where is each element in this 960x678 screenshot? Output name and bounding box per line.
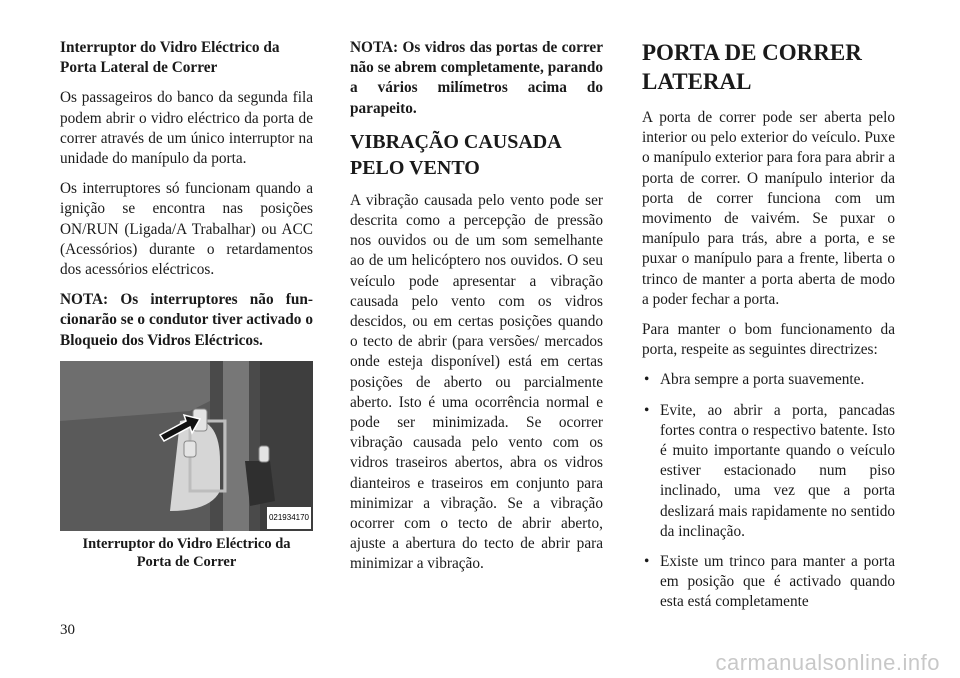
watermark: carmanualsonline.info: [715, 650, 940, 675]
note: NOTA: Os vidros das portas de correr não se abrem completamente, parando a vários milímetros acima do parapeito.: [350, 39, 603, 117]
list-item: • Existe um trinco para manter a porta em posição que é activado quando esta está completamente: [642, 552, 895, 613]
paragraph: Os passageiros do banco da segunda fila podem abrir o vidro eléctrico da porta de correr através de um único interruptor na unidade do manípulo da porta.: [60, 89, 313, 168]
column-left: [60, 38, 313, 571]
caption-line: Porta de Correr: [136, 553, 237, 570]
list-item: • Abra sempre a porta suavemente.: [642, 370, 895, 390]
paragraph: Os interruptores só funcionam quando a ignição se encontra nas posições ON/RUN (Ligada/A Trabalhar) ou ACC (Acessórios) durante o retardamentos dos acessórios eléctricos.: [60, 180, 313, 279]
switch-figure: [60, 361, 313, 531]
figure-code: 021934170: [267, 507, 311, 529]
paragraph: A vibração causada pelo vento pode ser descrita como a percepção de pressão nos ouvidos ou de um som semelhante ao de um helicóptero nos ouvidos. O seu veículo pode apresentar a vibração causada pelo vento com os vidros descidos, ou em certas posições quando o tecto de abrir (para versões/ mercados onde esteja disponível) está em certas posições de aberto ou parcialmente aberto. Isto é uma ocorrência normal e pode ser minimizada. Se ocorrer vibração causada pelo vento com os vidros traseiros abertos, abra os vidros dianteiros e traseiros em conjunto para minimizar a vibração. Se a vibração ocorrer com o tecto de abrir aberto, ajuste a abertura do tecto de abrir para minimizar a vibração.: [350, 191, 603, 573]
bullet-list: [642, 370, 895, 612]
page-number: 30: [60, 622, 75, 638]
caption-line: Interruptor do Vidro Eléctrico da: [82, 535, 291, 552]
column-middle: [350, 38, 603, 585]
note: NOTA: Os interruptores não funcionarão se o condutor tiver activado o Bloqueio dos Vidros Eléctricos.: [60, 291, 313, 349]
figure-caption: [60, 535, 313, 571]
section-heading: PORTA DE CORRER LATERAL: [642, 40, 862, 94]
section-heading: VIBRAÇÃO CAUSADA PELO VENTO: [350, 130, 561, 179]
door-switch-illustration: [60, 361, 313, 531]
list-item: • Evite, ao abrir a porta, pancadas fortes contra o respectivo batente. Isto é muito importante quando o veículo estiver estacionado num piso inclinado, uma vez que a porta deslizará mais rapidamente no sentido da inclinação.: [642, 401, 895, 542]
paragraph: Para manter o bom funcionamento da porta, respeite as seguintes directrizes:: [642, 321, 895, 359]
section-heading: Interruptor do Vidro Eléctrico da Porta Lateral de Correr: [60, 39, 280, 77]
paragraph: A porta de correr pode ser aberta pelo interior ou pelo exterior do veículo. Puxe o manípulo exterior para fora para abrir a porta de correr. O manípulo interior da porta de correr funciona com um movimento de vaivém. Se puxar o manípulo para trás, abre a porta, e se puxar o manípulo para a frente, liberta o trinco de manter a porta aberta de modo a poder fechar a porta.: [642, 109, 895, 308]
column-right: [642, 38, 895, 623]
